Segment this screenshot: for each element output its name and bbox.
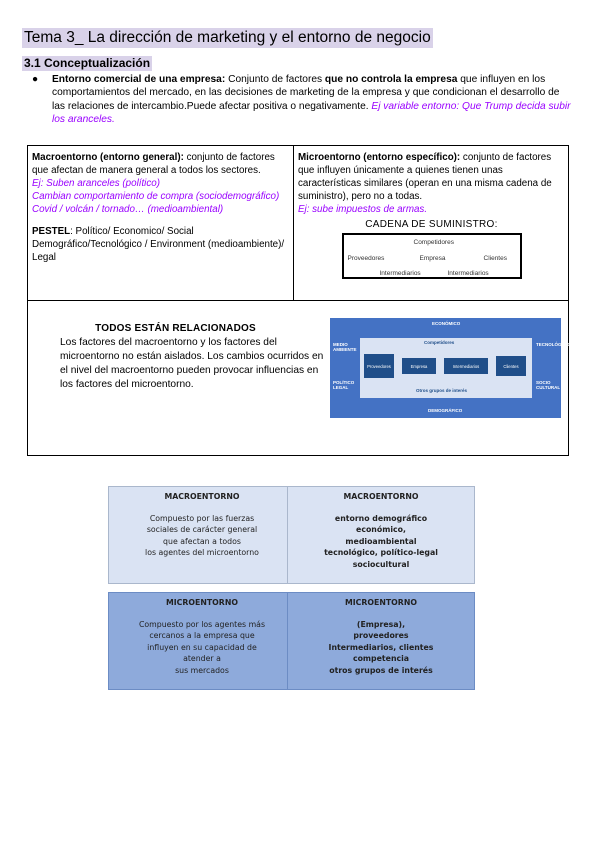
related-text: Los factores del macroentorno y los factores del microentorno no están aislados. Los cambios ocurridos en el nivel del macroentorno pueden provocar influencias en los factores del microentorno. bbox=[60, 337, 324, 390]
definition-bullet: ● Entorno comercial de una empresa: Conjunto de factores que no controla la empresa que influyen en los comportamientos del mercado, en las decisiones de marketing de la empresa y que condicionan el desarrollo de las relaciones de intercambio.Puede afectar positiva o negativamente. Ej variable entorno: Que Trump decida subir los aranceles. bbox=[32, 74, 571, 126]
macro-left-cell: MACROENTORNO Compuesto por las fuerzas sociales de carácter general que afectan a todos los agentes del microentorno bbox=[108, 486, 296, 584]
pestel-text: PESTEL: Político/ Economico/ Social Demográfico/Tecnológico / Environment (medioambiente)/ Legal bbox=[32, 226, 285, 263]
macro-example: Cambian comportamiento de compra (sociodemográfico) bbox=[32, 191, 280, 202]
related-heading: TODOS ESTÁN RELACIONADOS bbox=[95, 323, 256, 334]
definition-example: Ej variable entorno: Que Trump decida subir los aranceles. bbox=[52, 100, 571, 126]
macro-example: Ej: Suben aranceles (político) bbox=[32, 178, 160, 189]
relationship-box bbox=[27, 301, 569, 456]
supply-chain-diagram: Competidores Proveedores Empresa Clientes Intermediarios Intermediarios bbox=[342, 233, 522, 279]
page-title: Tema 3_ La dirección de marketing y el entorno de negocio bbox=[24, 29, 431, 46]
bullet-dot-icon: ● bbox=[32, 74, 39, 85]
entorno-table bbox=[27, 145, 569, 301]
definition-term: Entorno comercial de una empresa: bbox=[52, 74, 226, 85]
macro-right-cell: MACROENTORNO entorno demográfico económico, medioambiental tecnológico, político-legal sociocultural bbox=[287, 486, 475, 584]
microentorno-area: Competidores Proveedores Empresa Intermediarios Clientes Otros grupos de interés bbox=[360, 338, 532, 398]
macroentorno-cell: Macroentorno (entorno general): conjunto de factores que afectan de manera general a todos los sectores. Ej: Suben aranceles (político) Cambian comportamiento de compra (sociodemográfico) Covid / volcán / tornado… (medioambiental) PESTEL: Político/ Economico/ Social Demográfico/Tecnológico / Environment (medioambiente)/ Legal bbox=[28, 146, 294, 300]
micro-example: Ej: sube impuestos de armas. bbox=[298, 204, 428, 215]
microentorno-cell: Microentorno (entorno específico): conjunto de factores que influyen únicamente a quienes tienen unas características similares (operan en una misma cadena de suministro), pero no a todas. Ej: sube impuestos de armas. CADENA DE SUMINISTRO: Competidores Proveedores Empresa Clientes Intermediarios Intermediarios bbox=[294, 146, 569, 300]
micro-left-cell: MICROENTORNO Compuesto por los agentes más cercanos a la empresa que influyen en su capacidad de atender a sus mercados bbox=[108, 592, 296, 690]
macro-example: Covid / volcán / tornado… (medioambiental) bbox=[32, 204, 224, 215]
section-subtitle: 3.1 Conceptualización bbox=[24, 56, 151, 70]
micro-right-cell: MICROENTORNO (Empresa), proveedores Intermediarios, clientes competencia otros grupos de interés bbox=[287, 592, 475, 690]
environment-diagram: ECONÓMICO DEMOGRÁFICO MEDIO AMBIENTE POLÍTICO LEGAL TECNOLÓGICO SOCIO CULTURAL Competidores Proveedores Empresa Intermediarios Clientes Otros grupos de interés bbox=[330, 318, 561, 418]
supply-chain-title: CADENA DE SUMINISTRO: bbox=[365, 219, 498, 230]
